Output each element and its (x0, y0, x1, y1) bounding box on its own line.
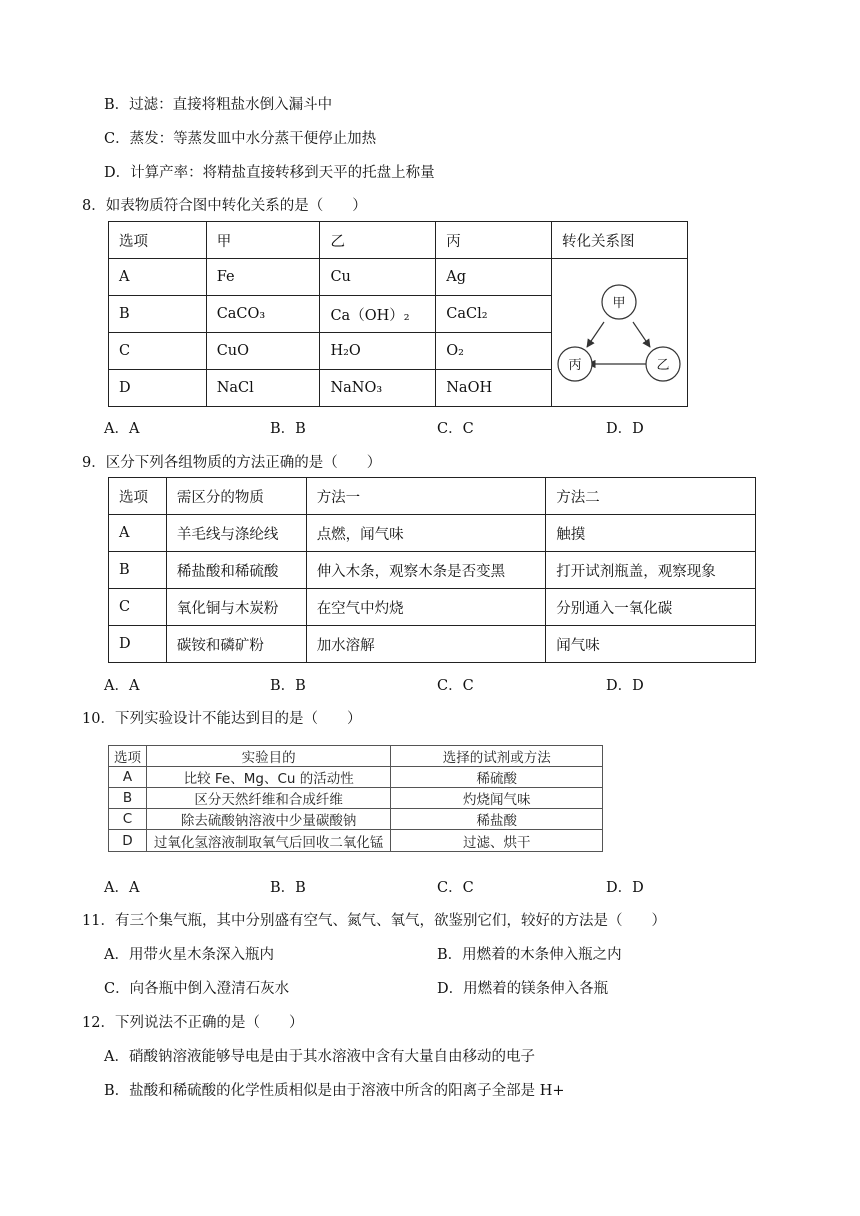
q10-answer-d[interactable]: D．D (606, 880, 644, 896)
arrow-line (587, 322, 604, 347)
q10-cell: D (109, 830, 147, 852)
q12-answer-b[interactable]: B．盐酸和稀硫酸的化学性质相似是由于溶液中所含的阳离子全部是 H+ (104, 1083, 565, 1099)
q8-cell: CaCl₂ (436, 296, 552, 333)
q12-stem: 12．下列说法不正确的是（ ） (82, 1015, 304, 1031)
table-row (109, 830, 603, 852)
q8-cell: Ag (436, 259, 552, 296)
q9-header-cell: 选项 (109, 478, 167, 515)
q11-answer-a[interactable]: A．用带火星木条深入瓶内 (104, 947, 274, 963)
q9-cell: A (109, 515, 167, 552)
q8-cell: H₂O (320, 333, 436, 370)
q8-cell: NaCl (206, 370, 320, 407)
q9-answer-c[interactable]: C．C (437, 678, 474, 694)
q10-cell: A (109, 767, 147, 788)
q10-stem: 10．下列实验设计不能达到目的是（ ） (82, 711, 362, 727)
q11-answer-c[interactable]: C．向各瓶中倒入澄清石灰水 (104, 981, 290, 997)
q9-header-cell: 需区分的物质 (166, 478, 306, 515)
q8-header-cell: 甲 (206, 222, 320, 259)
q9-table (108, 477, 756, 663)
q10-header-cell: 选项 (109, 746, 147, 767)
q7-option-d: D．计算产率：将精盐直接转移到天平的托盘上称量 (104, 165, 435, 181)
q7-option-b: B．过滤：直接将粗盐水倒入漏斗中 (104, 97, 333, 113)
q9-cell: 伸入木条，观察木条是否变黑 (306, 552, 546, 589)
q7-option-c: C．蒸发：等蒸发皿中水分蒸干便停止加热 (104, 131, 377, 147)
q9-stem: 9．区分下列各组物质的方法正确的是（ ） (82, 455, 382, 471)
q9-header-row (109, 478, 756, 515)
q9-cell: 碳铵和磷矿粉 (166, 626, 306, 663)
table-row (109, 788, 603, 809)
arrow-line (633, 322, 650, 347)
node-label-top: 甲 (612, 295, 626, 311)
q8-cell: A (109, 259, 207, 296)
q9-answer-d[interactable]: D．D (606, 678, 644, 694)
q8-answer-c[interactable]: C．C (437, 421, 474, 437)
q10-cell: 区分天然纤维和合成纤维 (146, 788, 390, 809)
q9-answer-b[interactable]: B．B (270, 678, 306, 694)
q10-cell: 稀硫酸 (391, 767, 603, 788)
table-row (109, 552, 756, 589)
q8-stem: 8．如表物质符合图中转化关系的是（ ） (82, 198, 367, 214)
q8-answer-a[interactable]: A．A (104, 421, 140, 437)
table-row (109, 626, 756, 663)
q9-header-cell: 方法一 (306, 478, 546, 515)
q10-cell: 过氧化氢溶液制取氧气后回收二氧化锰 (146, 830, 390, 852)
q12-answer-a[interactable]: A．硝酸钠溶液能够导电是由于其水溶液中含有大量自由移动的电子 (104, 1049, 535, 1065)
q9-cell: 加水溶解 (306, 626, 546, 663)
q9-cell: 点燃，闻气味 (306, 515, 546, 552)
q10-header-cell: 实验目的 (146, 746, 390, 767)
q8-cell: CaCO₃ (206, 296, 320, 333)
q8-cell: B (109, 296, 207, 333)
q10-cell: C (109, 809, 147, 830)
q8-header-cell: 丙 (436, 222, 552, 259)
q8-header-cell: 选项 (109, 222, 207, 259)
q10-answer-a[interactable]: A．A (104, 880, 140, 896)
q8-cell: CuO (206, 333, 320, 370)
q10-cell: B (109, 788, 147, 809)
q9-cell: 羊毛线与涤纶线 (166, 515, 306, 552)
q10-cell: 灼烧闻气味 (391, 788, 603, 809)
q9-cell: C (109, 589, 167, 626)
q10-answer-b[interactable]: B．B (270, 880, 306, 896)
q9-cell: 闻气味 (546, 626, 756, 663)
q8-cell: Cu (320, 259, 436, 296)
q9-header-cell: 方法二 (546, 478, 756, 515)
q10-cell: 稀盐酸 (391, 809, 603, 830)
conversion-diagram (552, 260, 686, 406)
q9-cell: 触摸 (546, 515, 756, 552)
q9-cell: 打开试剂瓶盖，观察现象 (546, 552, 756, 589)
q9-cell: B (109, 552, 167, 589)
node-label-left: 丙 (568, 357, 582, 373)
q10-header-cell: 选择的试剂或方法 (391, 746, 603, 767)
q9-cell: 稀盐酸和稀硫酸 (166, 552, 306, 589)
q10-cell: 比较 Fe、Mg、Cu 的活动性 (146, 767, 390, 788)
q9-cell: D (109, 626, 167, 663)
q10-table-image (108, 745, 603, 852)
table-row (109, 515, 756, 552)
q8-cell: D (109, 370, 207, 407)
table-row (109, 809, 603, 830)
q8-cell: Fe (206, 259, 320, 296)
q8-table (108, 221, 688, 407)
q9-cell: 在空气中灼烧 (306, 589, 546, 626)
q10-answer-c[interactable]: C．C (437, 880, 474, 896)
q8-cell: NaNO₃ (320, 370, 436, 407)
node-label-right: 乙 (656, 357, 670, 373)
q8-cell: O₂ (436, 333, 552, 370)
q10-cell: 除去硫酸钠溶液中少量碳酸钠 (146, 809, 390, 830)
q9-cell: 氧化铜与木炭粉 (166, 589, 306, 626)
q9-cell: 分别通入一氧化碳 (546, 589, 756, 626)
q8-cell: Ca（OH）₂ (320, 296, 436, 333)
q8-header-cell: 乙 (320, 222, 436, 259)
table-row (109, 767, 603, 788)
q11-answer-d[interactable]: D．用燃着的镁条伸入各瓶 (437, 981, 609, 997)
q11-answer-b[interactable]: B．用燃着的木条伸入瓶之内 (437, 947, 622, 963)
q8-answer-b[interactable]: B．B (270, 421, 306, 437)
q11-stem: 11．有三个集气瓶，其中分别盛有空气、氮气、氧气，欲鉴别它们，较好的方法是（ ） (82, 913, 666, 929)
q9-answer-a[interactable]: A．A (104, 678, 140, 694)
table-row (109, 589, 756, 626)
q8-answer-d[interactable]: D．D (606, 421, 644, 437)
q10-cell: 过滤、烘干 (391, 830, 603, 852)
q8-header-row (109, 222, 688, 259)
table-row (109, 259, 688, 296)
q10-header-row (109, 746, 603, 767)
q8-diagram-cell (551, 259, 687, 407)
q8-cell: C (109, 333, 207, 370)
q8-cell: NaOH (436, 370, 552, 407)
q8-header-cell: 转化关系图 (551, 222, 687, 259)
